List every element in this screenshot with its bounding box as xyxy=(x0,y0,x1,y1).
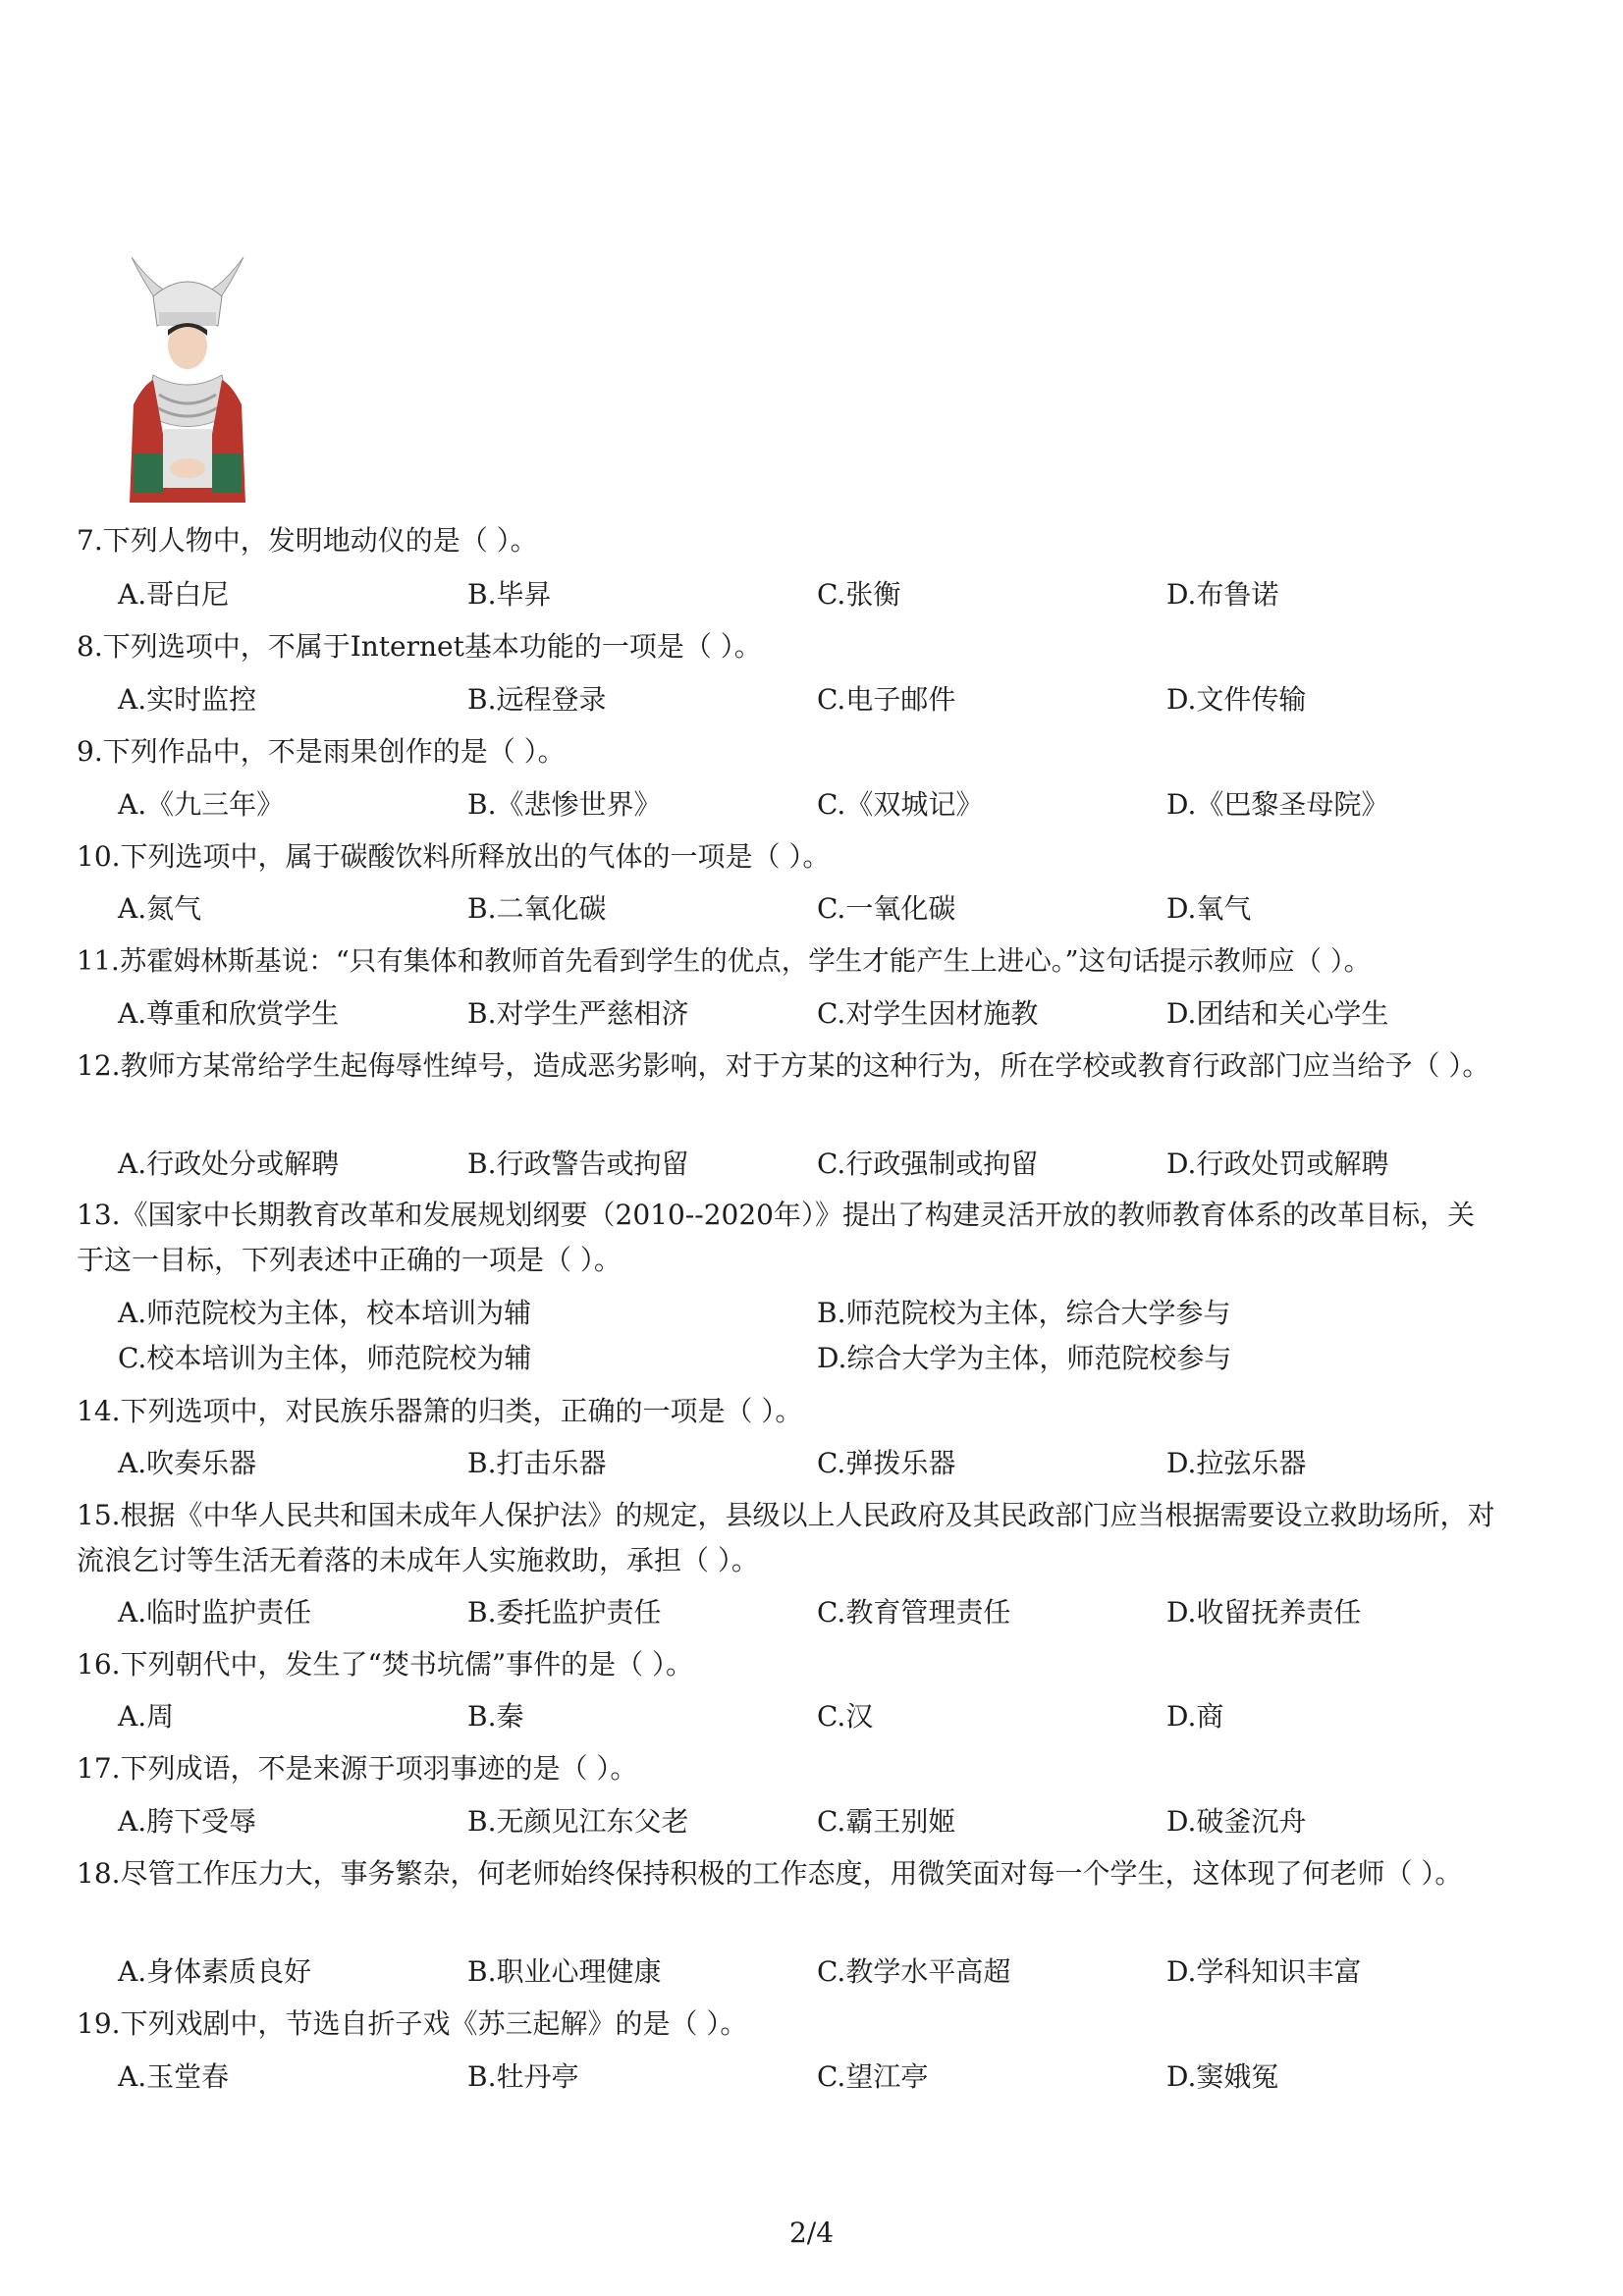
question-16: 16.下列朝代中，发生了“焚书坑儒”事件的是（ ）。 xyxy=(77,1648,694,1681)
option-d: D.行政处罚或解聘 xyxy=(1166,1148,1389,1180)
question-9: 9.下列作品中，不是雨果创作的是（ ）。 xyxy=(77,735,566,768)
option-d: D.综合大学为主体，师范院校参与 xyxy=(817,1342,1232,1374)
option-c: C.校本培训为主体，师范院校为辅 xyxy=(118,1342,532,1374)
options-8 xyxy=(118,677,1522,722)
option-b: B.二氧化碳 xyxy=(467,892,607,925)
option-c: C.教育管理责任 xyxy=(817,1596,1011,1629)
option-a: A.吹奏乐器 xyxy=(118,1447,257,1479)
question-10: 10.下列选项中，属于碳酸饮料所释放出的气体的一项是（ ）。 xyxy=(77,840,831,873)
option-c: C.一氧化碳 xyxy=(817,892,956,925)
option-d: D.《巴黎圣母院》 xyxy=(1166,788,1389,821)
option-a: A.玉堂春 xyxy=(118,2060,230,2093)
option-c: C.霸王别姬 xyxy=(817,1805,956,1838)
option-c: C.电子邮件 xyxy=(817,683,956,716)
options-16 xyxy=(118,1694,1522,1739)
options-10 xyxy=(118,886,1522,932)
question-7: 7.下列人物中，发明地动仪的是（ ）。 xyxy=(77,524,538,557)
option-a: A.周 xyxy=(118,1700,175,1733)
options-18 xyxy=(118,1949,1522,1995)
option-d: D.拉弦乐器 xyxy=(1166,1447,1307,1479)
option-d: D.氧气 xyxy=(1166,892,1252,925)
option-a: A.师范院校为主体，校本培训为辅 xyxy=(118,1297,532,1329)
option-c: C.汉 xyxy=(817,1700,874,1733)
options-19 xyxy=(118,2055,1522,2100)
question-12: 12.教师方某常给学生起侮辱性绰号，造成恶劣影响，对于方某的这种行为，所在学校或教育行政部门应当给予（ ）。 xyxy=(77,1049,1490,1082)
option-a: A.身体素质良好 xyxy=(118,1955,312,1988)
options-17 xyxy=(118,1799,1522,1844)
option-c: C.弹拨乐器 xyxy=(817,1447,956,1479)
question-18: 18.尽管工作压力大，事务繁杂，何老师始终保持积极的工作态度，用微笑面对每一个学生，这体现了何老师（ ）。 xyxy=(77,1857,1463,1890)
option-a: A.临时监护责任 xyxy=(118,1596,312,1629)
option-d: D.收留抚养责任 xyxy=(1166,1596,1362,1629)
option-a: A.胯下受辱 xyxy=(118,1805,257,1838)
option-a: A.《九三年》 xyxy=(118,788,285,821)
option-a: A.哥白尼 xyxy=(118,578,230,611)
option-c: C.望江亭 xyxy=(817,2060,929,2093)
question-11: 11.苏霍姆林斯基说：“只有集体和教师首先看到学生的优点，学生才能产生上进心。”这句话提示教师应（ ）。 xyxy=(77,945,1372,977)
traditional-costume-photo xyxy=(124,247,251,503)
option-b: B.师范院校为主体，综合大学参与 xyxy=(817,1297,1231,1329)
option-d: D.窦娥冤 xyxy=(1166,2060,1279,2093)
options-14 xyxy=(118,1441,1522,1486)
option-b: B.职业心理健康 xyxy=(467,1955,662,1988)
option-c: C.教学水平高超 xyxy=(817,1955,1011,1988)
option-c: C.《双城记》 xyxy=(817,788,984,821)
option-a: A.氮气 xyxy=(118,892,202,925)
option-d: D.团结和关心学生 xyxy=(1166,997,1389,1030)
page-number: 2/4 xyxy=(788,2216,835,2249)
option-d: D.破釜沉舟 xyxy=(1166,1805,1307,1838)
option-b: B.对学生严慈相济 xyxy=(467,997,689,1030)
question-8: 8.下列选项中，不属于Internet基本功能的一项是（ ）。 xyxy=(77,630,762,663)
option-d: D.布鲁诺 xyxy=(1166,578,1279,611)
option-b: B.行政警告或拘留 xyxy=(467,1148,689,1180)
option-b: B.牡丹亭 xyxy=(467,2060,579,2093)
option-c: C.张衡 xyxy=(817,578,901,611)
options-15 xyxy=(118,1590,1522,1635)
option-a: A.尊重和欣赏学生 xyxy=(118,997,340,1030)
option-b: B.毕昇 xyxy=(467,578,552,611)
options-13 xyxy=(118,1291,1522,1381)
question-17: 17.下列成语，不是来源于项羽事迹的是（ ）。 xyxy=(77,1752,638,1785)
option-b: B.秦 xyxy=(467,1700,524,1733)
option-c: C.对学生因材施教 xyxy=(817,997,1039,1030)
option-b: B.委托监护责任 xyxy=(467,1596,662,1629)
question-14: 14.下列选项中，对民族乐器箫的归类，正确的一项是（ ）。 xyxy=(77,1395,803,1427)
options-7 xyxy=(118,572,1522,617)
option-a: A.实时监控 xyxy=(118,683,257,716)
options-9 xyxy=(118,782,1522,828)
option-d: D.商 xyxy=(1166,1700,1224,1733)
option-c: C.行政强制或拘留 xyxy=(817,1148,1039,1180)
option-d: D.文件传输 xyxy=(1166,683,1307,716)
question-15: 15.根据《中华人民共和国未成年人保护法》的规定，县级以上人民政府及其民政部门应当根据需要设立救助场所，对流浪乞讨等生活无着落的未成年人实施救助，承担（ ）。 xyxy=(77,1499,1495,1576)
option-b: B.无颜见江东父老 xyxy=(467,1805,689,1838)
options-11 xyxy=(118,991,1522,1037)
option-b: B.《悲惨世界》 xyxy=(467,788,662,821)
option-a: A.行政处分或解聘 xyxy=(118,1148,340,1180)
question-19: 19.下列戏剧中，节选自折子戏《苏三起解》的是（ ）。 xyxy=(77,2007,748,2040)
option-b: B.远程登录 xyxy=(467,683,607,716)
option-b: B.打击乐器 xyxy=(467,1447,607,1479)
options-12 xyxy=(118,1142,1522,1187)
option-d: D.学科知识丰富 xyxy=(1166,1955,1362,1988)
question-13: 13.《国家中长期教育改革和发展规划纲要（2010--2020年）》提出了构建灵活开放的教师教育体系的改革目标，关于这一目标，下列表述中正确的一项是（ ）。 xyxy=(77,1199,1475,1276)
